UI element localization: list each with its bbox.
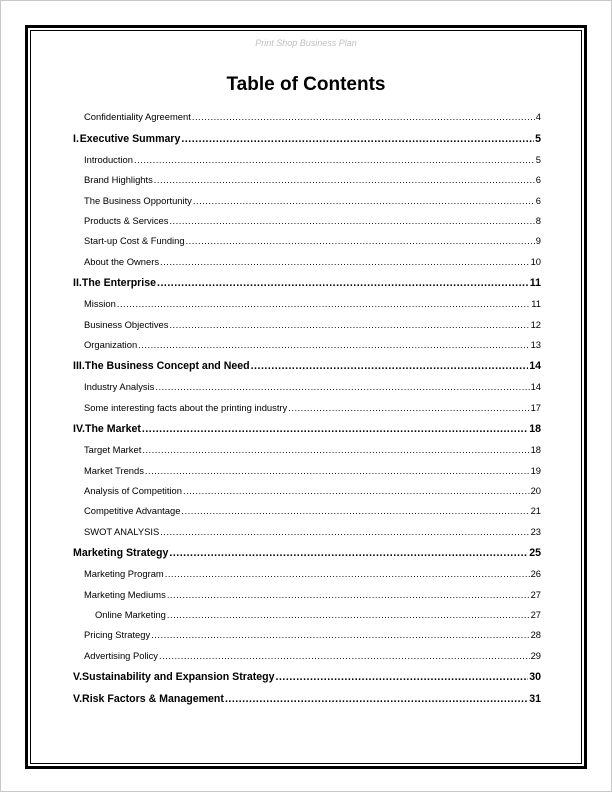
toc-entry[interactable] bbox=[84, 444, 541, 458]
toc-entry[interactable] bbox=[84, 485, 541, 499]
toc-entry-label: Industry Analysis bbox=[84, 381, 155, 392]
toc-entry[interactable] bbox=[84, 319, 541, 333]
toc-page-number: 6 bbox=[535, 195, 541, 206]
toc-entry[interactable] bbox=[84, 111, 541, 125]
toc-entry-label: Analysis of Competition bbox=[84, 485, 182, 496]
toc-entry-label: Target Market bbox=[84, 444, 142, 455]
toc-entry-label: Competitive Advantage bbox=[84, 505, 181, 516]
toc-page-number: 21 bbox=[530, 505, 541, 516]
toc-entry-label: Business Objectives bbox=[84, 319, 169, 330]
toc-dot-leader bbox=[160, 256, 530, 267]
toc-entry[interactable] bbox=[84, 195, 541, 209]
toc-page-number: 14 bbox=[529, 360, 541, 372]
toc-dot-leader bbox=[154, 174, 535, 185]
toc-dot-leader bbox=[167, 609, 530, 620]
toc-dot-leader bbox=[169, 547, 528, 559]
toc-entry[interactable] bbox=[95, 609, 541, 623]
toc-page-number: 30 bbox=[529, 671, 541, 683]
toc-dot-leader bbox=[165, 568, 530, 579]
toc-entry-label: The Business Concept and Need bbox=[84, 360, 250, 372]
toc-entry-label: Introduction bbox=[84, 154, 133, 165]
toc-page-number: 26 bbox=[530, 568, 541, 579]
toc-dot-leader bbox=[288, 402, 529, 413]
toc-page-number: 17 bbox=[530, 402, 541, 413]
toc-page-number: 6 bbox=[535, 174, 541, 185]
toc-dot-leader bbox=[151, 629, 529, 640]
toc-entry-label: Marketing Mediums bbox=[84, 589, 166, 600]
toc-page-number: 27 bbox=[530, 589, 541, 600]
toc-entry[interactable] bbox=[84, 215, 541, 229]
toc-page-number: 23 bbox=[530, 526, 541, 537]
toc-dot-leader bbox=[169, 215, 534, 226]
toc-entry-label: Organization bbox=[84, 339, 138, 350]
toc-entry[interactable] bbox=[84, 629, 541, 643]
toc-title: Table of Contents bbox=[226, 74, 386, 95]
toc-dot-leader bbox=[138, 339, 529, 350]
toc-dot-leader bbox=[134, 154, 535, 165]
toc-page-number: 19 bbox=[530, 465, 541, 476]
toc-dot-leader bbox=[181, 133, 534, 145]
toc-entry-label: Sustainability and Expansion Strategy bbox=[82, 671, 275, 683]
toc-entry-label: Marketing Strategy bbox=[73, 547, 169, 559]
toc-dot-leader bbox=[193, 195, 535, 206]
toc-entry[interactable] bbox=[84, 235, 541, 249]
toc-entry-label: Brand Highlights bbox=[84, 174, 153, 185]
toc-entry[interactable] bbox=[84, 339, 541, 353]
toc-page-number: 12 bbox=[530, 319, 541, 330]
toc-section-number: I. bbox=[73, 133, 79, 145]
toc-entry-label: About the Owners bbox=[84, 256, 160, 267]
toc-entry-label: The Business Opportunity bbox=[84, 195, 192, 206]
toc-entry-label: Confidentiality Agreement bbox=[84, 111, 191, 122]
toc-section-entry[interactable] bbox=[73, 133, 541, 149]
toc-entry-label: Executive Summary bbox=[79, 133, 181, 145]
toc-page-number: 5 bbox=[535, 154, 541, 165]
toc-section-entry[interactable] bbox=[73, 277, 541, 293]
toc-entry[interactable] bbox=[84, 154, 541, 168]
toc-entry[interactable] bbox=[84, 381, 541, 395]
toc-section-entry[interactable] bbox=[73, 671, 541, 687]
toc-entry-label: Risk Factors & Management bbox=[82, 693, 224, 705]
toc-dot-leader bbox=[225, 693, 528, 705]
toc-dot-leader bbox=[117, 298, 530, 309]
toc-section-number: III. bbox=[73, 360, 85, 372]
toc-dot-leader bbox=[142, 423, 528, 435]
toc-section-number: IV. bbox=[73, 423, 85, 435]
toc-entry-label: Market Trends bbox=[84, 465, 144, 476]
toc-entry-label: Mission bbox=[84, 298, 116, 309]
toc-dot-leader bbox=[155, 381, 529, 392]
toc-entry[interactable] bbox=[84, 589, 541, 603]
document-header: Print Shop Business Plan bbox=[255, 38, 357, 48]
toc-page-number: 20 bbox=[530, 485, 541, 496]
toc-page-number: 14 bbox=[530, 381, 541, 392]
toc-section-entry[interactable] bbox=[73, 547, 541, 563]
toc-entry-label: Products & Services bbox=[84, 215, 169, 226]
toc-dot-leader bbox=[142, 444, 529, 455]
toc-dot-leader bbox=[276, 671, 529, 683]
toc-entry[interactable] bbox=[84, 465, 541, 479]
toc-page-number: 4 bbox=[535, 111, 541, 122]
toc-dot-leader bbox=[167, 589, 530, 600]
toc-page-number: 18 bbox=[529, 423, 541, 435]
toc-entry[interactable] bbox=[84, 505, 541, 519]
toc-section-entry[interactable] bbox=[73, 423, 541, 439]
toc-page-number: 11 bbox=[531, 298, 541, 309]
toc-dot-leader bbox=[159, 650, 530, 661]
toc-section-entry[interactable] bbox=[73, 693, 541, 709]
toc-entry-label: Marketing Program bbox=[84, 568, 164, 579]
toc-section-number: V. bbox=[73, 671, 83, 683]
toc-section-entry[interactable] bbox=[73, 360, 541, 376]
toc-entry-label: The Market bbox=[84, 423, 141, 435]
toc-section-number: II. bbox=[73, 277, 82, 289]
toc-page-number: 18 bbox=[530, 444, 541, 455]
toc-entry-label: Some interesting facts about the printing industry bbox=[84, 402, 288, 413]
toc-entry[interactable] bbox=[84, 298, 541, 312]
toc-page-number: 29 bbox=[530, 650, 541, 661]
toc-section-number: V. bbox=[73, 693, 83, 705]
toc-dot-leader bbox=[145, 465, 530, 476]
toc-entry[interactable] bbox=[84, 174, 541, 188]
toc-dot-leader bbox=[251, 360, 529, 372]
toc-entry[interactable] bbox=[84, 402, 541, 416]
toc-entry[interactable] bbox=[84, 650, 541, 664]
toc-page-number: 31 bbox=[529, 693, 541, 705]
toc-entry[interactable] bbox=[84, 526, 541, 540]
toc-entry[interactable] bbox=[84, 256, 541, 270]
toc-page-number: 9 bbox=[535, 235, 541, 246]
toc-dot-leader bbox=[183, 485, 530, 496]
toc-page-number: 10 bbox=[530, 256, 541, 267]
toc-page-number: 11 bbox=[529, 277, 541, 289]
toc-dot-leader bbox=[181, 505, 529, 516]
toc-page-number: 28 bbox=[530, 629, 541, 640]
toc-entry-label: Advertising Policy bbox=[84, 650, 158, 661]
toc-entry-label: The Enterprise bbox=[81, 277, 157, 289]
toc-page-number: 5 bbox=[535, 133, 541, 145]
toc-entry-label: SWOT ANALYSIS bbox=[84, 526, 160, 537]
toc-dot-leader bbox=[160, 526, 529, 537]
toc-dot-leader bbox=[169, 319, 529, 330]
toc-entry[interactable] bbox=[84, 568, 541, 582]
toc-page-number: 25 bbox=[529, 547, 541, 559]
toc-entry-label: Start-up Cost & Funding bbox=[84, 235, 185, 246]
toc-page-number: 27 bbox=[530, 609, 541, 620]
toc-dot-leader bbox=[157, 277, 529, 289]
toc-page-number: 13 bbox=[530, 339, 541, 350]
toc-page-number: 8 bbox=[535, 215, 541, 226]
toc-dot-leader bbox=[186, 235, 535, 246]
toc-entry-label: Online Marketing bbox=[95, 609, 166, 620]
toc-entry-label: Pricing Strategy bbox=[84, 629, 151, 640]
toc-dot-leader bbox=[192, 111, 535, 122]
